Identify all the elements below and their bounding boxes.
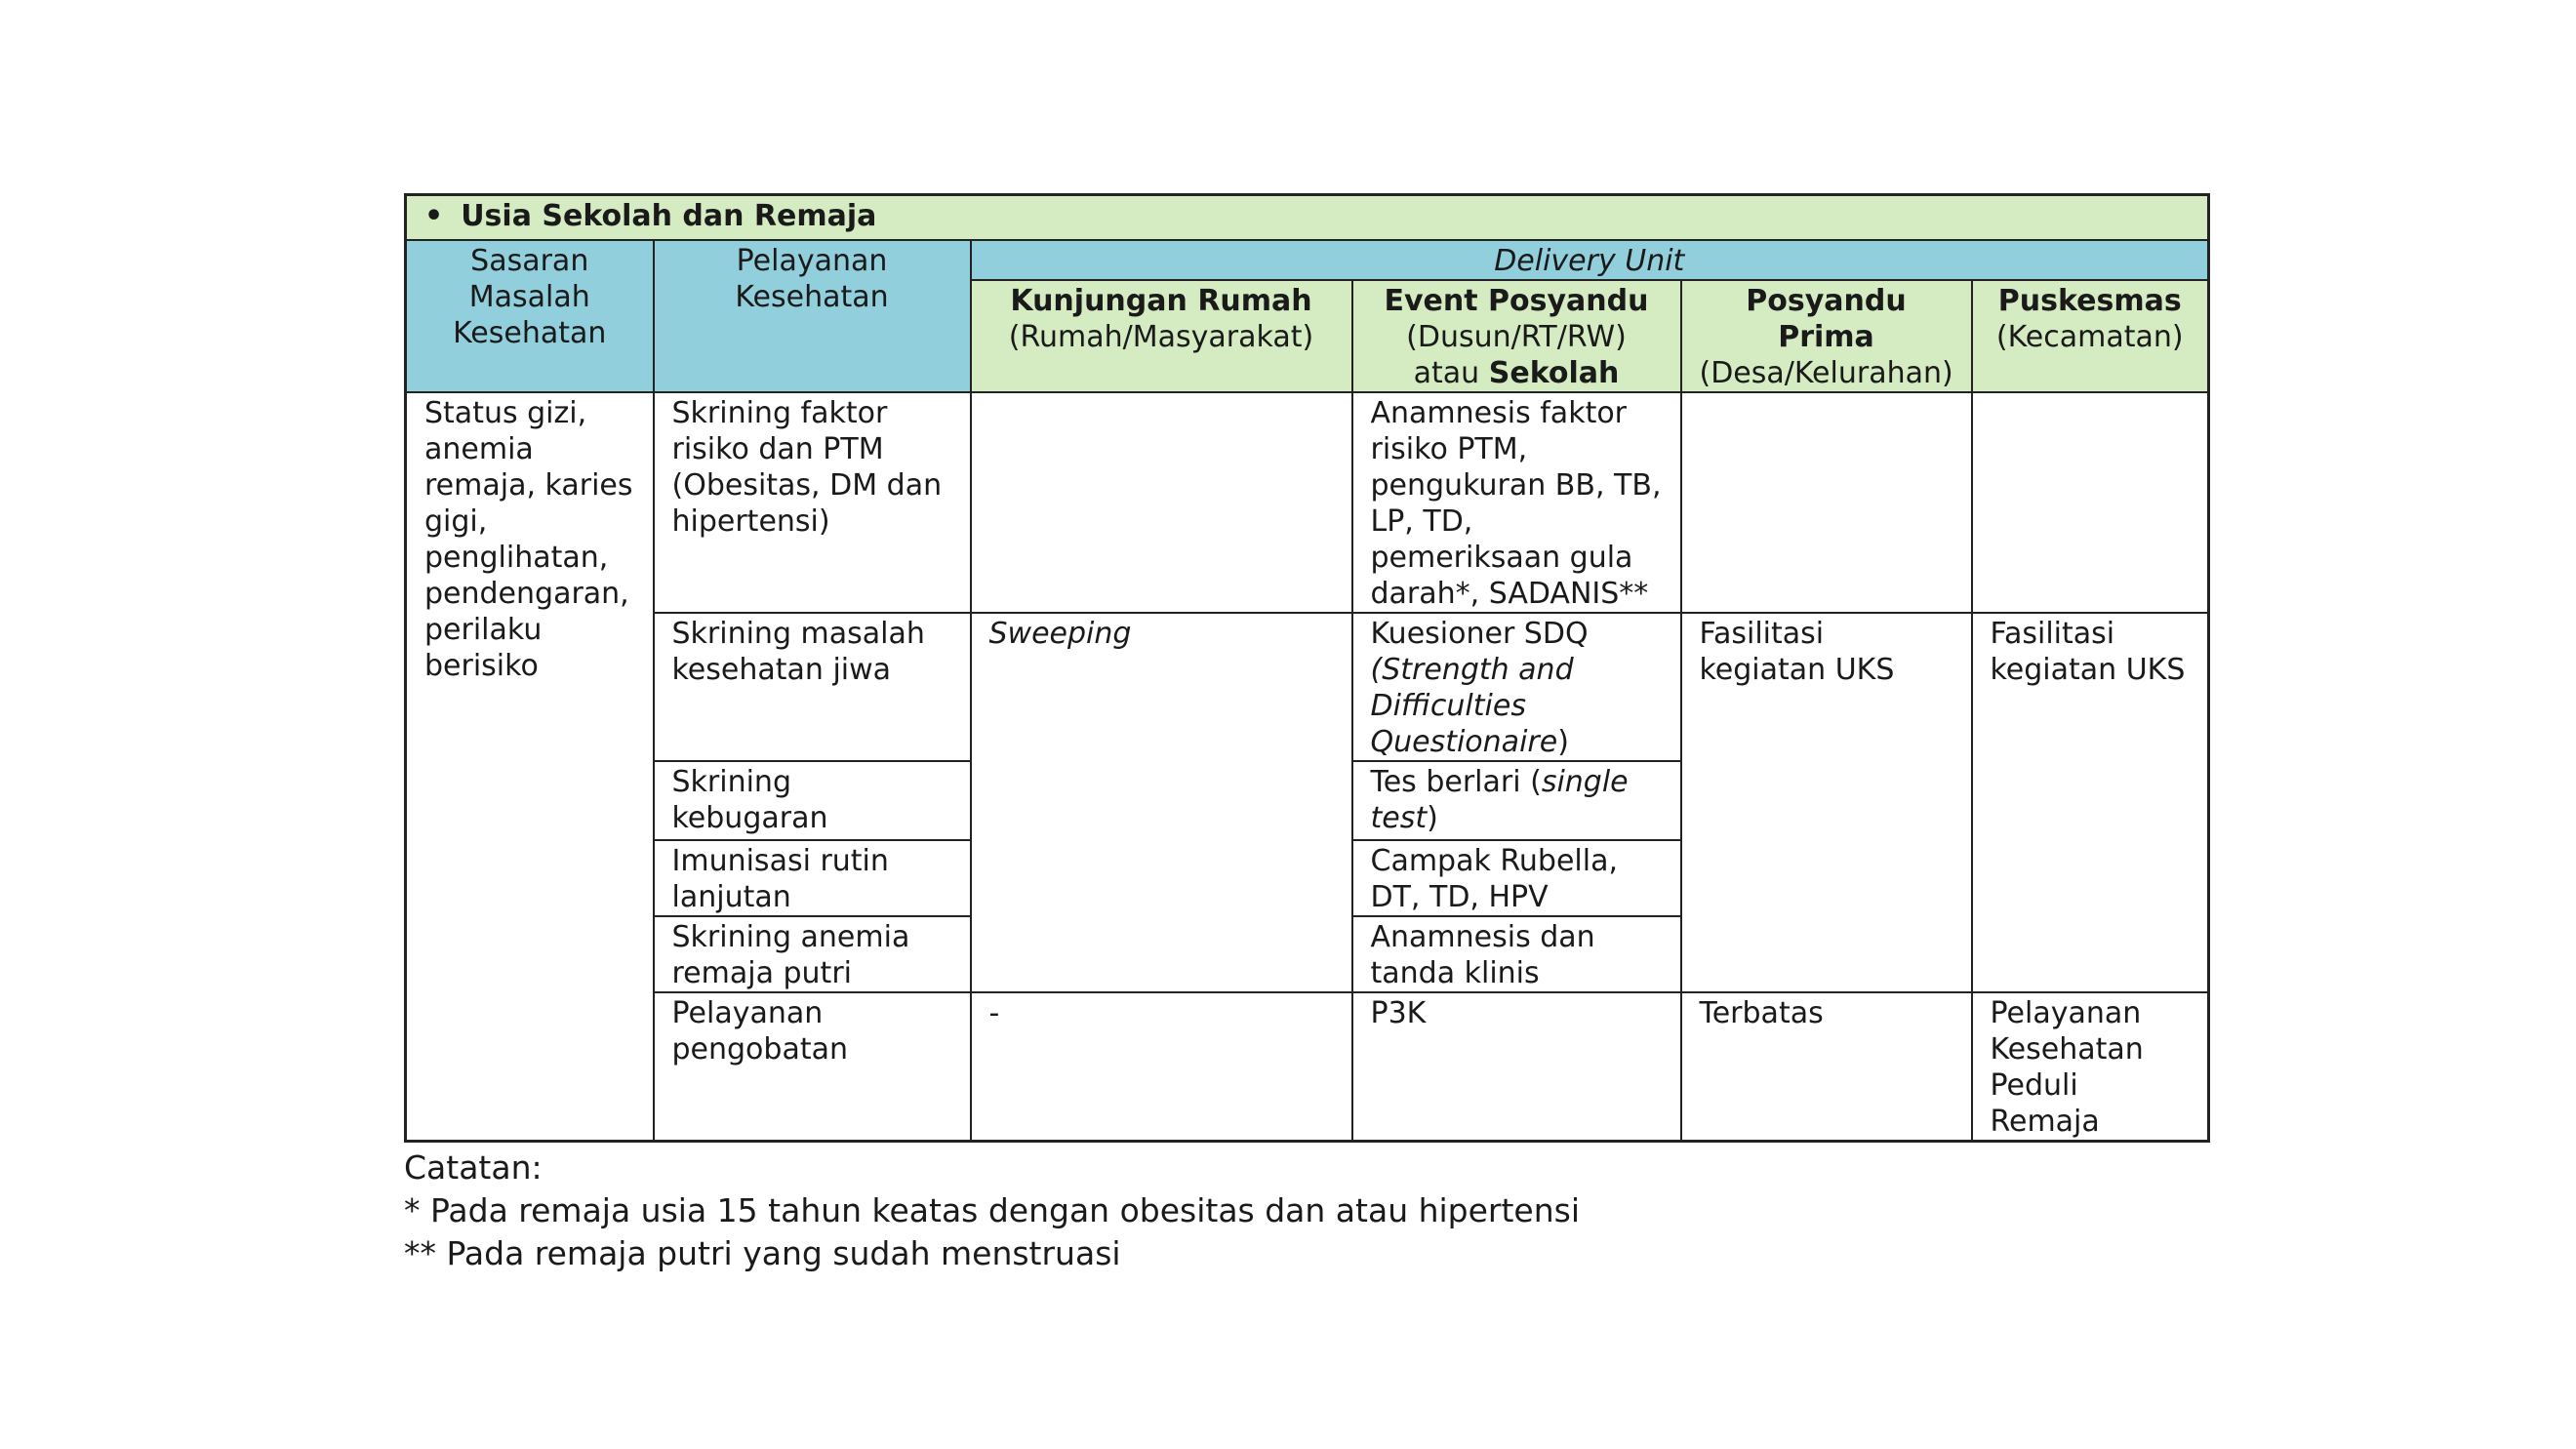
cell-kunjungan-sweeping: Sweeping bbox=[971, 613, 1352, 992]
cell-event-r6: P3K bbox=[1352, 992, 1681, 1142]
cell-event-r3-suffix: ) bbox=[1427, 800, 1438, 835]
notes-section bbox=[404, 1147, 2207, 1275]
table-title bbox=[406, 195, 2209, 240]
header-kunjungan-sub: (Rumah/Masyarakat) bbox=[1008, 319, 1314, 354]
cell-puskesmas-fasilitasi: Fasilitasi kegiatan UKS bbox=[1972, 613, 2209, 992]
cell-event-r2 bbox=[1352, 613, 1681, 761]
cell-event-r2-italic: (Strength and Difficulties Questionaire bbox=[1370, 652, 1574, 759]
cell-prima-r1 bbox=[1681, 392, 1972, 613]
cell-pelayanan-r3: Skrining kebugaran bbox=[654, 761, 971, 840]
header-event bbox=[1352, 280, 1681, 392]
header-puskesmas bbox=[1972, 280, 2209, 392]
header-prima bbox=[1681, 280, 1972, 392]
header-puskesmas-title: Puskesmas bbox=[1997, 283, 2182, 318]
title-row bbox=[406, 195, 2209, 240]
slide bbox=[404, 193, 2207, 1275]
cell-event-r4: Campak Rubella, DT, TD, HPV bbox=[1352, 840, 1681, 916]
cell-puskesmas-r6: Pelayanan Kesehatan Peduli Remaja bbox=[1972, 992, 2209, 1142]
cell-event-r3-prefix: Tes berlari ( bbox=[1370, 764, 1542, 799]
title-text: Usia Sekolah dan Remaja bbox=[461, 199, 877, 233]
header-prima-sub: (Desa/Kelurahan) bbox=[1699, 355, 1953, 390]
cell-event-r3-italic: single test bbox=[1370, 764, 1629, 835]
cell-pelayanan-r5: Skrining anemia remaja putri bbox=[654, 916, 971, 992]
notes-heading: Catatan: bbox=[404, 1147, 543, 1187]
header-event-sub2-bold: Sekolah bbox=[1488, 355, 1620, 390]
cell-event-r2-prefix: Kuesioner SDQ bbox=[1370, 616, 1589, 651]
note-2: ** Pada remaja putri yang sudah menstruasi bbox=[404, 1233, 1121, 1272]
cell-prima-fasilitasi: Fasilitasi kegiatan UKS bbox=[1681, 613, 1972, 992]
header-kunjungan bbox=[971, 280, 1352, 392]
cell-kunjungan-r1 bbox=[971, 392, 1352, 613]
note-1: * Pada remaja usia 15 tahun keatas dengan obesitas dan atau hipertensi bbox=[404, 1190, 1581, 1229]
service-table bbox=[404, 193, 2210, 1143]
header-puskesmas-sub: (Kecamatan) bbox=[1995, 319, 2184, 354]
header-pelayanan: Pelayanan Kesehatan bbox=[654, 240, 971, 392]
header-event-sub2-prefix: atau bbox=[1413, 355, 1489, 390]
cell-event-r5: Anamnesis dan tanda klinis bbox=[1352, 916, 1681, 992]
cell-pelayanan-r4: Imunisasi rutin lanjutan bbox=[654, 840, 971, 916]
table-row bbox=[406, 992, 2209, 1142]
cell-pelayanan-r2: Skrining masalah kesehatan jiwa bbox=[654, 613, 971, 761]
header-delivery-unit: Delivery Unit bbox=[971, 240, 2209, 280]
header-kunjungan-title: Kunjungan Rumah bbox=[1010, 283, 1312, 318]
header-event-sub: (Dusun/RT/RW) bbox=[1406, 319, 1627, 354]
cell-event-r3 bbox=[1352, 761, 1681, 840]
bullet-icon: • bbox=[424, 199, 444, 233]
header-event-sub2 bbox=[1371, 355, 1663, 391]
cell-pelayanan-r6: Pelayanan pengobatan bbox=[654, 992, 971, 1142]
table-row bbox=[406, 392, 2209, 613]
header-prima-title: Posyandu Prima bbox=[1746, 283, 1907, 354]
table-row bbox=[406, 613, 2209, 761]
cell-pelayanan-r1: Skrining faktor risiko dan PTM (Obesitas, DM dan hipertensi) bbox=[654, 392, 971, 613]
cell-kunjungan-r6: - bbox=[971, 992, 1352, 1142]
cell-event-r2-suffix: ) bbox=[1557, 724, 1569, 759]
header-event-title: Event Posyandu bbox=[1384, 283, 1649, 318]
header-row-1 bbox=[406, 240, 2209, 280]
cell-prima-r6: Terbatas bbox=[1681, 992, 1972, 1142]
cell-sasaran: Status gizi, anemia remaja, karies gigi, penglihatan, pendengaran, perilaku berisiko bbox=[406, 392, 654, 1142]
cell-event-r1: Anamnesis faktor risiko PTM, pengukuran BB, TB, LP, TD, pemeriksaan gula darah*, SADANIS** bbox=[1352, 392, 1681, 613]
header-sasaran: Sasaran Masalah Kesehatan bbox=[406, 240, 654, 392]
cell-puskesmas-r1 bbox=[1972, 392, 2209, 613]
